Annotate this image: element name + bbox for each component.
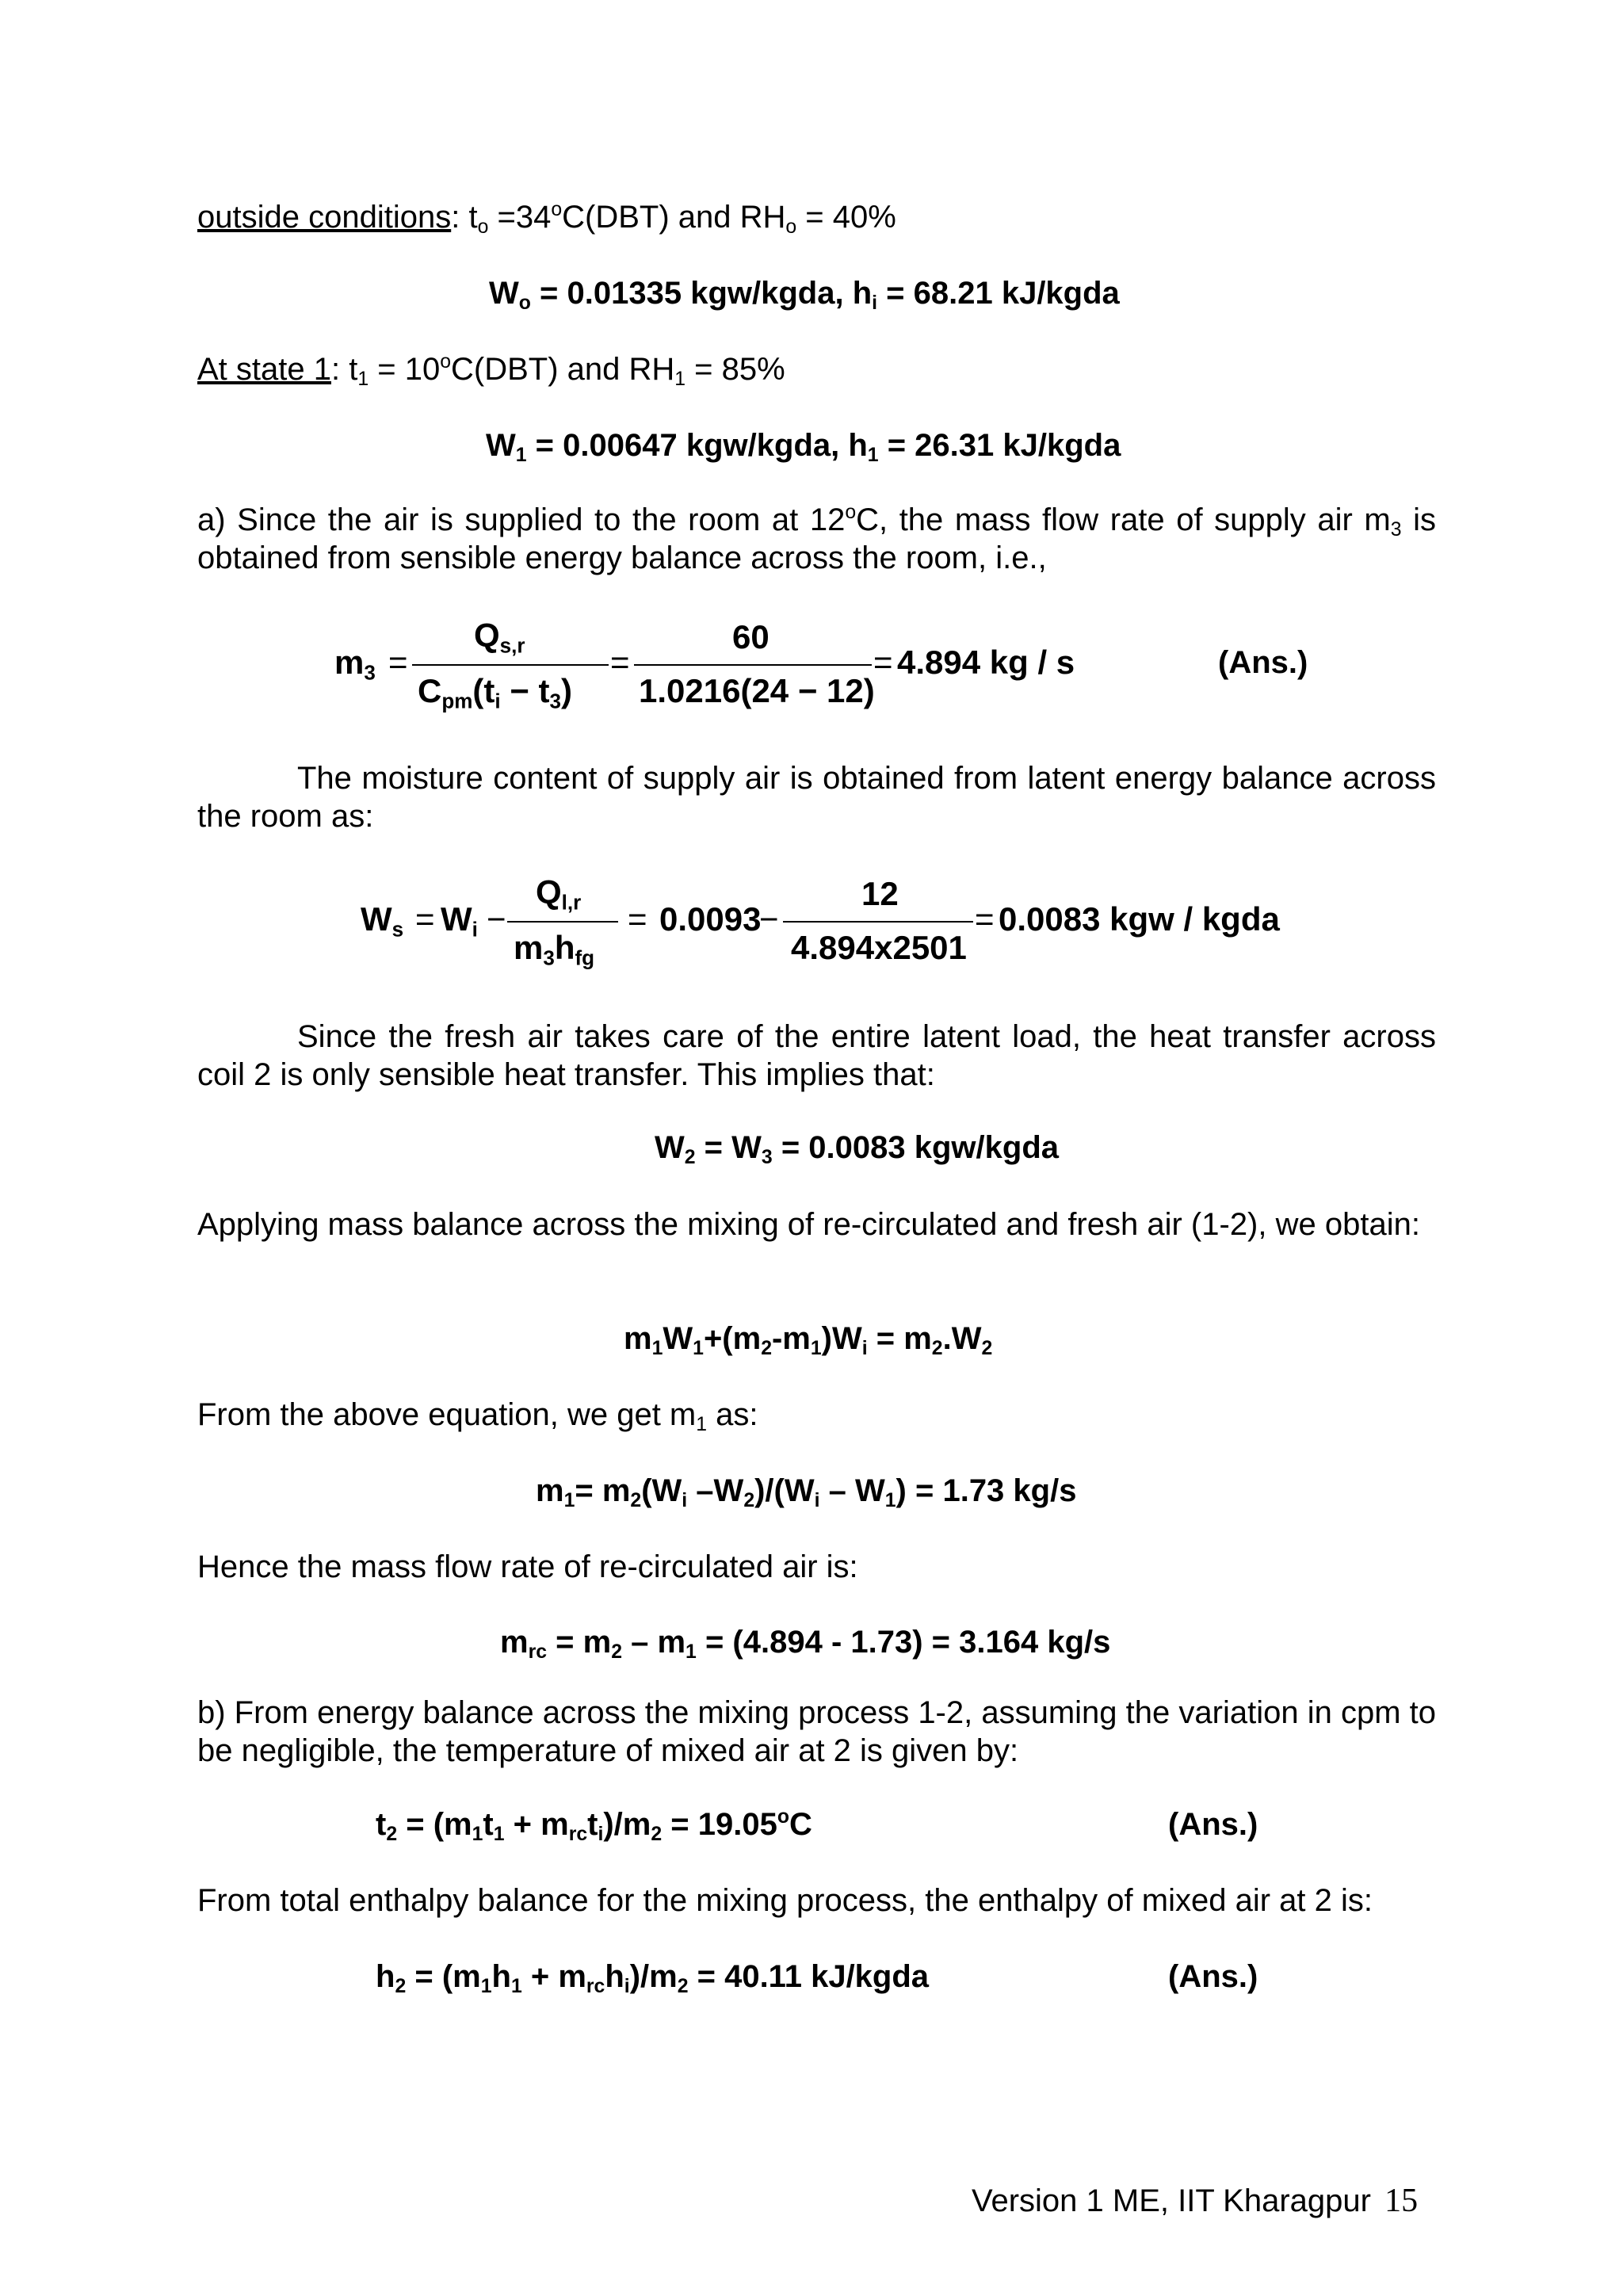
- m3-num2: 60: [732, 618, 769, 655]
- footer-text: Version 1 ME, IIT Kharagpur: [972, 2183, 1371, 2218]
- footer: [972, 2182, 1418, 2220]
- w1-equation: $W_1 = 0.00647$ kgw/kgda, $h_1 = 26.31$ kJ/kgda: [486, 428, 1121, 466]
- page-number: 15: [1384, 2183, 1419, 2219]
- ws-num2: 12: [861, 875, 899, 912]
- m3-ans: (Ans.): [1218, 645, 1308, 680]
- ws-lhs: $W_s$: [361, 900, 404, 942]
- paragraph-get-m1: From the above equation, we get $m_1$ as:: [197, 1397, 758, 1435]
- m3-den2: 1.0216(24 − 12): [639, 672, 875, 709]
- paragraph-a: a) Since the air is supplied to the room at 12$^o$C, the mass flow rate of supply air $m_3$ is obtained from sensible energy balance across the room, i.e.,: [197, 502, 1436, 575]
- m3-den1: $C_{pm}(t_i - t_3)$: [418, 672, 572, 713]
- paragraph-total-enthalpy: From total enthalpy balance for the mixing process, the enthalpy of mixed air at 2 is:: [197, 1883, 1373, 1918]
- mass-balance-equation: $m_1W_1+(m_2-m_1)W_i = m_2.W_2$: [624, 1321, 993, 1359]
- t2-ans: (Ans.): [1168, 1807, 1258, 1842]
- m3-lhs: $m_3$: [334, 644, 376, 685]
- ws-num1: $Q_{l,r}$: [536, 873, 582, 915]
- mrc-equation: $m_{rc} = m_2 - m_1 = (4.894 - 1.73) = 3.164$ kg/s: [500, 1625, 1111, 1663]
- outside-conditions-label: outside conditions: [197, 200, 452, 235]
- state1-line: At state 1: $t_1 = 10^oC(DBT)$ and $RH_1 = 85\%$: [197, 351, 785, 390]
- m3-result: 4.894 kg / s: [897, 644, 1075, 681]
- paragraph-mass-balance: Applying mass balance across the mixing of re-circulated and fresh air (1-2), we obtain:: [197, 1207, 1420, 1242]
- paragraph-fresh-air: Since the fresh air takes care of the entire latent load, the heat transfer across coil 2 is only sensible heat transfer. This implies that:: [197, 1019, 1436, 1092]
- state1-label: At state 1: [197, 352, 331, 387]
- h2-ans: (Ans.): [1168, 1959, 1258, 1994]
- h2-equation: $h_2 = (m_1h_1 + m_{rc}h_i)/m_2 = 40.11$ kJ/kgda: [376, 1959, 930, 1997]
- m3-fraction-line-2: [634, 664, 872, 666]
- ws-fraction-line-2: [783, 921, 973, 923]
- w2-equation: $W_2 = W_3 = 0.0083$ kgw/kgda: [655, 1130, 1060, 1168]
- ws-den2: 4.894x2501: [791, 929, 967, 966]
- t2-equation: $t_2 = (m_1t_1 + m_{rc}t_i)/m_2 = 19.05^oC$: [376, 1806, 812, 1845]
- paragraph-b: b) From energy balance across the mixing process 1-2, assuming the variation in cpm to be negligible, the temperature of mixed air at 2 is given by:: [197, 1695, 1436, 1768]
- ws-den1: $m_3h_{fg}$: [514, 929, 595, 970]
- ws-fraction-line-1: [507, 921, 618, 923]
- wo-equation: $W_o = 0.01335$ kgw/kgda, $h_i = 68.21$ kJ/kgda: [489, 276, 1120, 314]
- ws-wi: $W_i$: [441, 900, 478, 942]
- m3-fraction-line-1: [412, 664, 609, 666]
- ws-value: 0.0093: [659, 900, 762, 938]
- ws-result: 0.0083 kgw / kgda: [999, 900, 1280, 938]
- paragraph-hence: Hence the mass flow rate of re-circulated air is:: [197, 1549, 858, 1584]
- m3-num1: $Q_{s,r}$: [474, 617, 525, 658]
- m1-equation: $m_1= m_2(W_i$ $-W_2)/(W_i - W_1) = 1.73$ kg/s: [536, 1473, 1077, 1511]
- paragraph-moisture: The moisture content of supply air is obtained from latent energy balance across the room as:: [197, 761, 1436, 834]
- outside-conditions-line: outside conditions: $t_o =34^oC(DBT)$ and $RH_o = 40\%$: [197, 199, 896, 238]
